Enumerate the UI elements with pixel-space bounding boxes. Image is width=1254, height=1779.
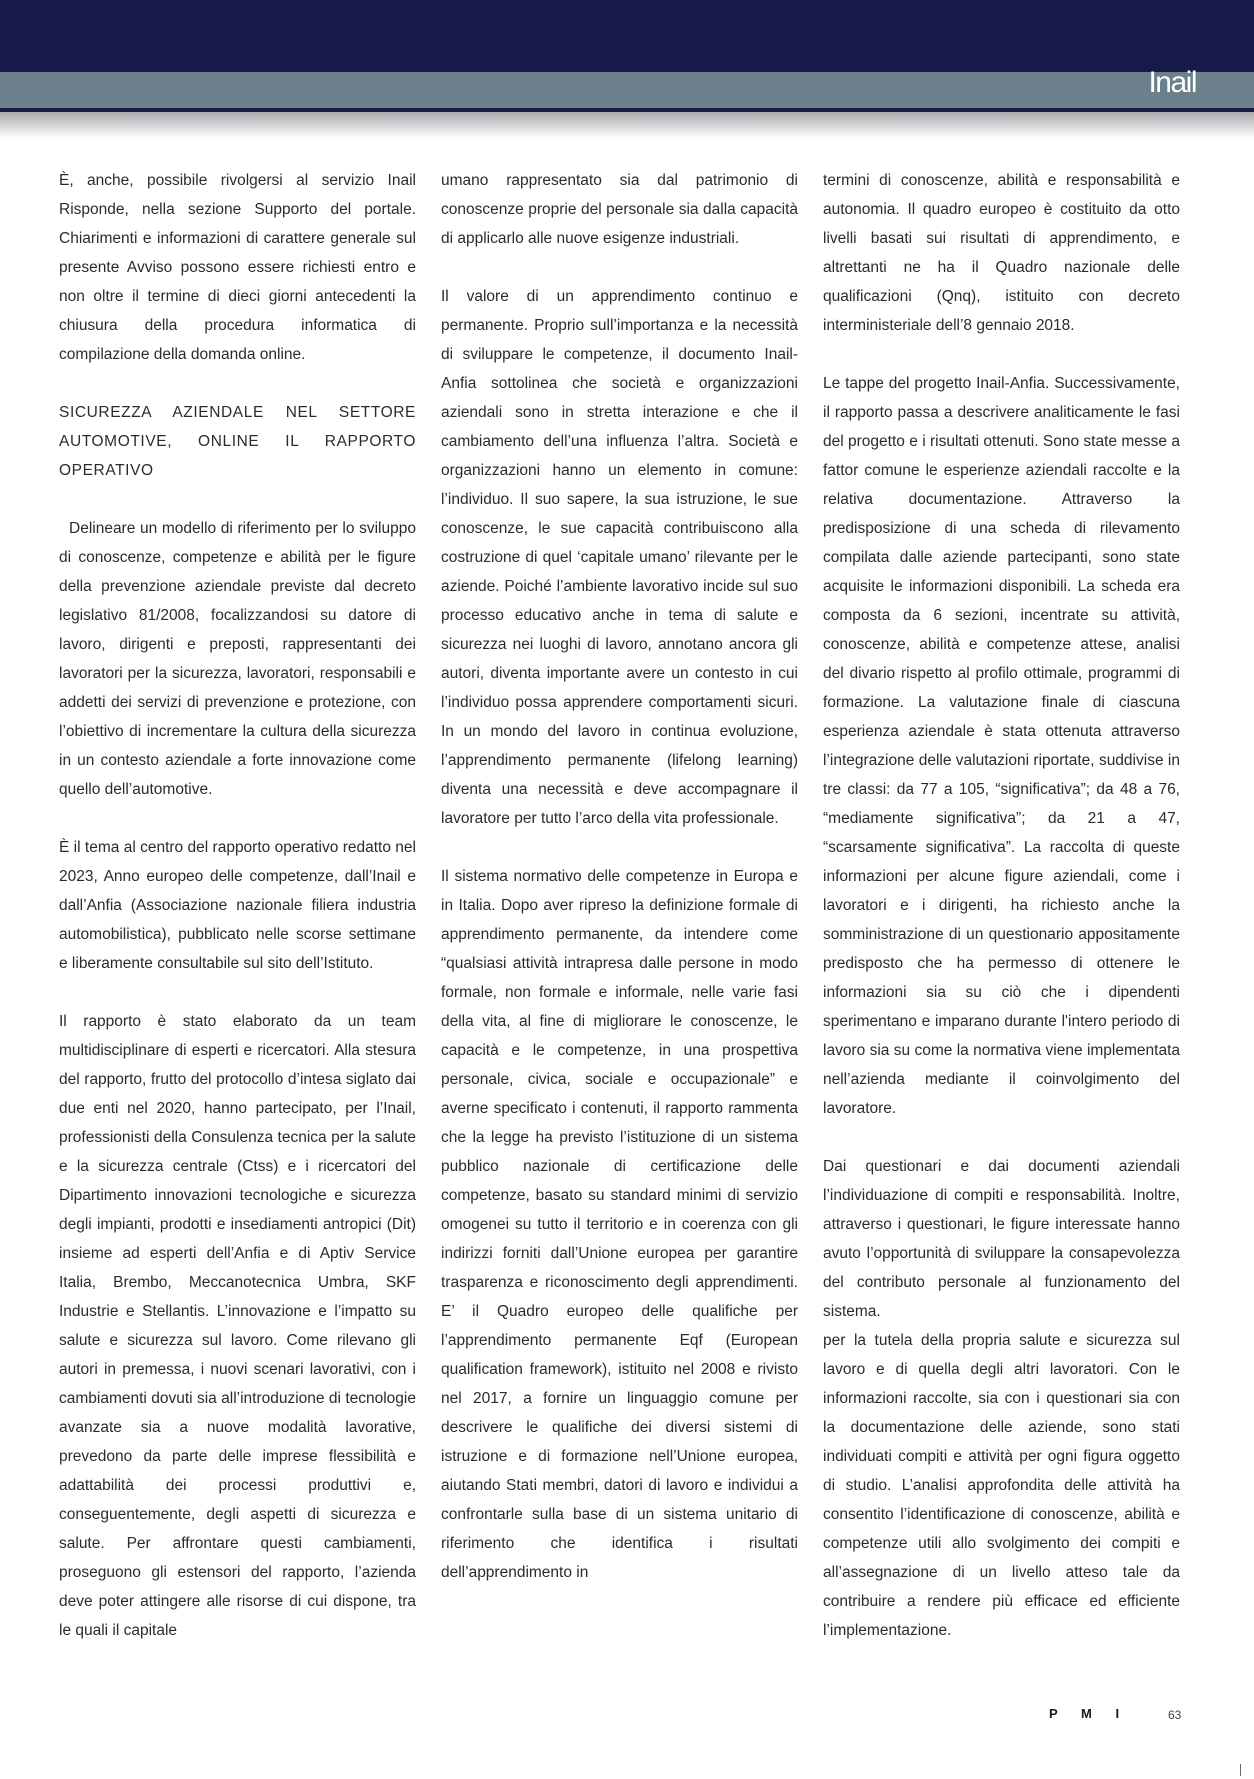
paragraph: Il rapporto è stato elaborato da un team multidisciplinare di esperti e ricercatori. Alla stesura del rapporto, frutto del protocollo d’intesa siglato dai due enti nel 2020, hanno partecipato, per l’Inail, professionisti della Consulenza tecnica per la salute e la sicurezza centrale (Ctss) e i ricercatori del Dipartimento innovazioni tecnologiche e sicurezza degli impianti, prodotti e insediamenti antropici (Dit) insieme ad esperti dell’Anfia e di Aptiv Service Italia, Brembo, Meccanotecnica Umbra, SKF Industrie e Stellantis. L’innovazione e l’impatto su salute e sicurezza sul lavoro. Come rilevano gli autori in premessa, i nuovi scenari lavorativi, con i cambiamenti dovuti sia all’introduzione di tecnologie avanzate sia a nuove modalità lavorative, prevedono da parte delle imprese flessibilità e adattabilità dei processi produttivi e, conseguentemente, degli aspetti di sicurezza e salute. Per affrontare questi cambiamenti, proseguono gli estensori del rapporto, l’azienda deve poter attingere alle risorse di cui dispone, tra le quali il capitale [59, 1013, 416, 1639]
paragraph: Il sistema normativo delle competenze in Europa e in Italia. Dopo aver ripreso la definizione formale di apprendimento permanente, da intendere come “qualsiasi attività intrapresa dalle persone in modo formale, non formale e informale, nelle varie fasi della vita, al fine di migliorare le conoscenze, le capacità e le competenze, in una prospettiva personale, civica, sociale e occupazionale” e averne specificato i contenuti, il rapporto rammenta che la legge ha previsto l’istituzione di un sistema pubblico nazionale di certificazione delle competenze, basato su standard minimi di servizio omogenei su tutto il territorio e in coerenza con gli indirizzi forniti dall’Unione europea per garantire trasparenza e riconoscimento degli apprendimenti. E’ il Quadro europeo delle qualifiche per l’apprendimento permanente Eqf (European qualification framework), istituito nel 2008 e rivisto nel 2017, a fornire un linguaggio comune per descrivere le qualifiche dei diversi sistemi di istruzione e di formazione nell’Unione europea, aiutando Stati membri, datori di lavoro e individui a confrontarle sulla base di un sistema unitario di riferimento che identifica i risultati dell’apprendimento in [441, 868, 798, 1581]
magazine-name: P M I [1049, 1706, 1121, 1721]
paragraph: È, anche, possibile rivolgersi al servizio Inail Risponde, nella sezione Supporto del portale. Chiarimenti e informazioni di carattere generale sul presente Avviso possono essere richiesti entro e non oltre il termine di dieci giorni antecedenti la chiusura della procedura informatica di compilazione della domanda online. [59, 172, 416, 363]
paragraph: umano rappresentato sia dal patrimonio di conoscenze proprie del personale sia dalla capacità di applicarlo alle nuove esigenze industriali. [441, 172, 798, 247]
paragraph: Dai questionari e dai documenti aziendali l’individuazione di compiti e responsabilità. Inoltre, attraverso i questionari, le figure interessate hanno avuto l’opportunità di sviluppare la consapevolezza del contributo personale al funzionamento del sistema. per la tutela della propria salute e sicurezza sul lavoro e di quella degli altri lavoratori. Con le informazioni raccolte, sia con i questionari sia con la documentazione delle aziende, sono stati individuati compiti e attività per ogni figura oggetto di studio. L’analisi approfondita delle attività ha consentito l’identificazione di conoscenze, abilità e competenze utili allo svolgimento dei compiti e all’assegnazione di un livello atteso tale da contribuire a rendere più efficace ed efficiente l’implementazione. [823, 1158, 1180, 1639]
paragraph: È il tema al centro del rapporto operativo redatto nel 2023, Anno europeo delle competenze, dall’Inail e dall’Anfia (Associazione nazionale filiera industria automobilistica), pubblicato nelle scorse settimane e liberamente consultabile sul sito dell’Istituto. [59, 839, 416, 972]
header-band [0, 0, 1254, 72]
column-3 [823, 166, 1180, 1645]
crop-mark [1240, 1764, 1241, 1776]
column-1 [59, 166, 416, 1645]
section-heading: SICUREZZA AZIENDALE NEL SETTORE AUTOMOTIVE, ONLINE IL RAPPORTO OPERATIVO [59, 404, 416, 479]
paragraph: Le tappe del progetto Inail-Anfia. Successivamente, il rapporto passa a descrivere analiticamente le fasi del progetto e i risultati ottenuti. Sono state messe a fattor comune le esperienze aziendali raccolte e la relativa documentazione. Attraverso la predisposizione di una scheda di rilevamento compilata dalle aziende partecipanti, sono state acquisite le informazioni disponibili. La scheda era composta da 6 sezioni, incentrate su attività, conoscenze, abilità e competenze attese, analisi del divario rispetto al profilo ottimale, programmi di formazione. La valutazione finale di ciascuna esperienza aziendale è stata ottenuta attraverso l’integrazione delle valutazioni riportate, suddivise in tre classi: da 77 a 105, “significativa”; da 48 a 76, “mediamente significativa”; da 21 a 47, “scarsamente significativa”. La raccolta di queste informazioni per alcune figure aziendali, come i lavoratori e i dirigenti, ha richiesto anche la somministrazione di un questionario appositamente predisposto che ha permesso di ottenere le informazioni sia su ciò che i dipendenti sperimentano e imparano durante l'intero periodo di lavoro sia su come la normativa viene implementata nell’azienda mediante il coinvolgimento del lavoratore. [823, 375, 1180, 1117]
column-2 [441, 166, 798, 1587]
inail-logo: Inail [1148, 66, 1196, 99]
header-shadow [0, 112, 1254, 138]
header-subband [0, 72, 1254, 108]
paragraph: Delineare un modello di riferimento per lo sviluppo di conoscenze, competenze e abilità per le figure della prevenzione aziendale previste dal decreto legislativo 81/2008, focalizzandosi su datore di lavoro, dirigenti e preposti, rappresentanti dei lavoratori per la sicurezza, lavoratori, responsabili e addetti dei servizi di prevenzione e protezione, con l’obiettivo di incrementare la cultura della sicurezza in un contesto aziendale a forte innovazione come quello dell’automotive. [59, 520, 416, 798]
paragraph: Il valore di un apprendimento continuo e permanente. Proprio sull’importanza e la necessità di sviluppare le competenze, il documento Inail-Anfia sottolinea che società e organizzazioni aziendali sono in stretta interazione e che il cambiamento dell’una influenza l’altra. Società e organizzazioni hanno un elemento in comune: l’individuo. Il suo sapere, la sua istruzione, le sue conoscenze, le sue capacità contribuiscono alla costruzione di quel ‘capitale umano’ rilevante per le aziende. Poiché l’ambiente lavorativo incide sul suo processo educativo anche in tema di salute e sicurezza nei luoghi di lavoro, annotano ancora gli autori, diventa importante avere un contesto in cui l’individuo possa apprendere comportamenti sicuri. In un mondo del lavoro in continua evoluzione, l’apprendimento permanente (lifelong learning) diventa una necessità e deve accompagnare il lavoratore per tutto l’arco della vita professionale. [441, 288, 798, 827]
page-number: 63 [1168, 1708, 1182, 1722]
paragraph: termini di conoscenze, abilità e responsabilità e autonomia. Il quadro europeo è costituito da otto livelli basati sui risultati di apprendimento, e altrettanti ne ha il Quadro nazionale delle qualificazioni (Qnq), istituito con decreto interministeriale dell’8 gennaio 2018. [823, 172, 1180, 334]
